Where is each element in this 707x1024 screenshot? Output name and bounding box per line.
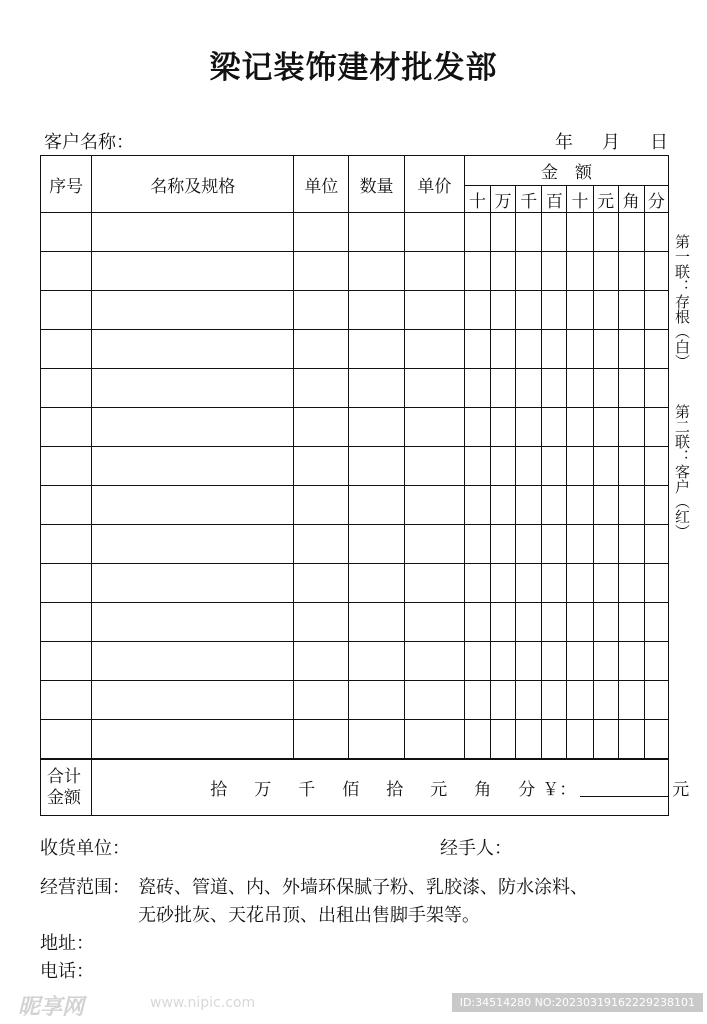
table-cell[interactable] bbox=[404, 603, 464, 642]
table-cell[interactable] bbox=[491, 213, 516, 252]
table-cell[interactable] bbox=[618, 213, 644, 252]
table-cell[interactable] bbox=[92, 720, 294, 760]
table-cell[interactable] bbox=[567, 252, 593, 291]
table-cell[interactable] bbox=[464, 213, 490, 252]
table-cell[interactable] bbox=[41, 564, 92, 603]
table-cell[interactable] bbox=[294, 330, 349, 369]
table-cell[interactable] bbox=[41, 408, 92, 447]
table-cell[interactable] bbox=[542, 447, 567, 486]
table-cell[interactable] bbox=[92, 447, 294, 486]
table-cell[interactable] bbox=[294, 213, 349, 252]
table-cell[interactable] bbox=[567, 720, 593, 760]
table-cell[interactable] bbox=[618, 447, 644, 486]
table-cell[interactable] bbox=[349, 642, 404, 681]
table-cell[interactable] bbox=[92, 486, 294, 525]
table-cell[interactable] bbox=[542, 564, 567, 603]
yen-label: ￥： bbox=[542, 780, 577, 800]
table-cell[interactable] bbox=[644, 486, 668, 525]
table-cell[interactable] bbox=[464, 642, 490, 681]
table-cell[interactable] bbox=[593, 603, 618, 642]
table-cell[interactable] bbox=[516, 525, 542, 564]
table-cell[interactable] bbox=[464, 681, 490, 720]
business-scope-label: 经营范围： bbox=[40, 877, 130, 898]
table-cell[interactable] bbox=[542, 681, 567, 720]
table-cell[interactable] bbox=[644, 603, 668, 642]
table-row bbox=[41, 408, 669, 447]
table-cell[interactable] bbox=[618, 603, 644, 642]
table-cell[interactable] bbox=[644, 252, 668, 291]
table-cell[interactable] bbox=[41, 642, 92, 681]
table-cell[interactable] bbox=[404, 447, 464, 486]
business-scope-line2: 无砂批灰、天花吊顶、出租出售脚手架等。 bbox=[138, 905, 480, 926]
phone-label: 电话： bbox=[40, 961, 94, 982]
total-amount-label bbox=[41, 759, 92, 816]
table-cell[interactable] bbox=[644, 213, 668, 252]
customer-name-label: 客户名称： bbox=[44, 132, 134, 153]
table-cell[interactable] bbox=[542, 408, 567, 447]
table-cell[interactable] bbox=[593, 291, 618, 330]
table-cell[interactable] bbox=[491, 564, 516, 603]
table-cell[interactable] bbox=[542, 603, 567, 642]
table-cell[interactable] bbox=[542, 720, 567, 760]
table-cell[interactable] bbox=[618, 720, 644, 760]
table-row bbox=[41, 447, 669, 486]
table-cell[interactable] bbox=[464, 408, 490, 447]
table-cell[interactable] bbox=[491, 291, 516, 330]
table-cell[interactable] bbox=[464, 252, 490, 291]
table-cell[interactable] bbox=[294, 642, 349, 681]
table-cell[interactable] bbox=[567, 681, 593, 720]
table-cell[interactable] bbox=[294, 486, 349, 525]
table-cell[interactable] bbox=[92, 603, 294, 642]
table-cell[interactable] bbox=[516, 642, 542, 681]
table-cell[interactable] bbox=[567, 564, 593, 603]
table-cell[interactable] bbox=[404, 330, 464, 369]
table-cell[interactable] bbox=[593, 525, 618, 564]
table-cell[interactable] bbox=[644, 447, 668, 486]
table-cell[interactable] bbox=[41, 369, 92, 408]
address-label: 地址： bbox=[40, 933, 94, 954]
table-cell[interactable] bbox=[464, 720, 490, 760]
table-cell[interactable] bbox=[349, 330, 404, 369]
unit-label: 拾 bbox=[386, 780, 404, 800]
table-cell[interactable] bbox=[542, 486, 567, 525]
table-cell[interactable] bbox=[618, 252, 644, 291]
table-cell[interactable] bbox=[593, 447, 618, 486]
table-cell[interactable] bbox=[567, 525, 593, 564]
table-cell[interactable] bbox=[542, 213, 567, 252]
unit-label: 佰 bbox=[342, 780, 360, 800]
table-cell[interactable] bbox=[491, 525, 516, 564]
table-cell[interactable] bbox=[516, 330, 542, 369]
table-row bbox=[41, 252, 669, 291]
table-cell[interactable] bbox=[41, 603, 92, 642]
table-cell[interactable] bbox=[294, 564, 349, 603]
table-cell[interactable] bbox=[464, 291, 490, 330]
table-cell[interactable] bbox=[349, 447, 404, 486]
digit-header: 百 bbox=[542, 186, 567, 213]
table-cell[interactable] bbox=[644, 369, 668, 408]
table-cell[interactable] bbox=[349, 720, 404, 760]
table-row bbox=[41, 603, 669, 642]
table-cell[interactable] bbox=[92, 681, 294, 720]
table-cell[interactable] bbox=[349, 525, 404, 564]
table-cell[interactable] bbox=[92, 525, 294, 564]
yuan-label: 元 bbox=[672, 780, 690, 800]
table-cell[interactable] bbox=[618, 681, 644, 720]
table-cell[interactable] bbox=[349, 681, 404, 720]
table-cell[interactable] bbox=[294, 603, 349, 642]
watermark-url: www.nipic.com bbox=[150, 995, 256, 1011]
table-cell[interactable] bbox=[404, 486, 464, 525]
total-label-line1: 合计 bbox=[47, 766, 81, 787]
table-cell[interactable] bbox=[567, 486, 593, 525]
table-cell[interactable] bbox=[593, 252, 618, 291]
amount-blank-line[interactable] bbox=[580, 784, 668, 797]
table-cell[interactable] bbox=[41, 486, 92, 525]
table-cell[interactable] bbox=[618, 525, 644, 564]
table-cell[interactable] bbox=[92, 564, 294, 603]
table-cell[interactable] bbox=[464, 447, 490, 486]
business-scope-line1: 瓷砖、管道、内、外墙环保腻子粉、乳胶漆、防水涂料、 bbox=[138, 877, 588, 898]
table-cell[interactable] bbox=[349, 564, 404, 603]
table-cell[interactable] bbox=[92, 642, 294, 681]
table-cell[interactable] bbox=[349, 369, 404, 408]
table-cell[interactable] bbox=[41, 525, 92, 564]
table-row bbox=[41, 486, 669, 525]
table-cell[interactable] bbox=[349, 408, 404, 447]
table-cell[interactable] bbox=[294, 681, 349, 720]
table-row bbox=[41, 642, 669, 681]
table-cell[interactable] bbox=[618, 291, 644, 330]
table-cell[interactable] bbox=[542, 291, 567, 330]
table-cell[interactable] bbox=[567, 213, 593, 252]
table-cell[interactable] bbox=[294, 720, 349, 760]
table-cell[interactable] bbox=[516, 291, 542, 330]
table-cell[interactable] bbox=[41, 291, 92, 330]
col-header-index: 序号 bbox=[41, 156, 92, 213]
table-cell[interactable] bbox=[593, 486, 618, 525]
table-cell[interactable] bbox=[404, 720, 464, 760]
table-cell[interactable] bbox=[644, 642, 668, 681]
receiver-label: 收货单位： bbox=[40, 838, 130, 859]
table-row bbox=[41, 720, 669, 760]
table-cell[interactable] bbox=[404, 213, 464, 252]
table-cell[interactable] bbox=[41, 720, 92, 760]
table-cell[interactable] bbox=[92, 252, 294, 291]
total-amount-units bbox=[92, 759, 690, 816]
table-cell[interactable] bbox=[404, 564, 464, 603]
table-row bbox=[41, 525, 669, 564]
table-cell[interactable] bbox=[644, 681, 668, 720]
table-cell[interactable] bbox=[516, 369, 542, 408]
table-cell[interactable] bbox=[593, 330, 618, 369]
copy2-side-label: 第二联：客户（红） bbox=[673, 404, 691, 539]
table-cell[interactable] bbox=[294, 252, 349, 291]
col-header-quantity: 数量 bbox=[349, 156, 404, 213]
table-cell[interactable] bbox=[491, 603, 516, 642]
table-cell[interactable] bbox=[92, 408, 294, 447]
table-cell[interactable] bbox=[593, 681, 618, 720]
table-cell[interactable] bbox=[464, 603, 490, 642]
table-cell[interactable] bbox=[404, 525, 464, 564]
table-cell[interactable] bbox=[567, 330, 593, 369]
table-cell[interactable] bbox=[349, 252, 404, 291]
table-cell[interactable] bbox=[491, 720, 516, 760]
table-cell[interactable] bbox=[294, 291, 349, 330]
table-row bbox=[41, 291, 669, 330]
digit-header: 千 bbox=[516, 186, 542, 213]
table-cell[interactable] bbox=[294, 408, 349, 447]
table-cell[interactable] bbox=[41, 252, 92, 291]
digit-header: 十 bbox=[464, 186, 490, 213]
table-row bbox=[41, 330, 669, 369]
digit-header: 元 bbox=[593, 186, 618, 213]
digit-header: 角 bbox=[618, 186, 644, 213]
table-row bbox=[41, 213, 669, 252]
table-cell[interactable] bbox=[567, 603, 593, 642]
table-cell[interactable] bbox=[491, 486, 516, 525]
table-cell[interactable] bbox=[491, 642, 516, 681]
table-cell[interactable] bbox=[491, 369, 516, 408]
table-cell[interactable] bbox=[491, 330, 516, 369]
table-cell[interactable] bbox=[491, 408, 516, 447]
table-cell[interactable] bbox=[516, 252, 542, 291]
table-row bbox=[41, 564, 669, 603]
table-cell[interactable] bbox=[491, 447, 516, 486]
table-cell[interactable] bbox=[516, 408, 542, 447]
table-cell[interactable] bbox=[491, 681, 516, 720]
table-cell[interactable] bbox=[593, 408, 618, 447]
table-cell[interactable] bbox=[618, 642, 644, 681]
table-cell[interactable] bbox=[404, 291, 464, 330]
table-cell[interactable] bbox=[349, 291, 404, 330]
table-cell[interactable] bbox=[349, 603, 404, 642]
table-cell[interactable] bbox=[542, 369, 567, 408]
table-cell[interactable] bbox=[92, 291, 294, 330]
table-cell[interactable] bbox=[567, 642, 593, 681]
table-cell[interactable] bbox=[618, 408, 644, 447]
table-cell[interactable] bbox=[349, 486, 404, 525]
table-cell[interactable] bbox=[618, 486, 644, 525]
table-cell[interactable] bbox=[567, 369, 593, 408]
table-cell[interactable] bbox=[464, 486, 490, 525]
table-cell[interactable] bbox=[294, 369, 349, 408]
table-cell[interactable] bbox=[464, 525, 490, 564]
table-cell[interactable] bbox=[593, 720, 618, 760]
table-cell[interactable] bbox=[404, 681, 464, 720]
table-cell[interactable] bbox=[41, 213, 92, 252]
handler-label: 经手人： bbox=[440, 838, 512, 859]
table-row bbox=[41, 681, 669, 720]
table-cell[interactable] bbox=[593, 564, 618, 603]
table-cell[interactable] bbox=[41, 681, 92, 720]
year-label: 年 bbox=[555, 132, 573, 153]
table-cell[interactable] bbox=[41, 447, 92, 486]
watermark-logo: 昵享网 bbox=[18, 995, 85, 1020]
day-label: 日 bbox=[650, 132, 668, 153]
table-cell[interactable] bbox=[618, 330, 644, 369]
table-cell[interactable] bbox=[516, 564, 542, 603]
table-cell[interactable] bbox=[92, 213, 294, 252]
table-cell[interactable] bbox=[516, 447, 542, 486]
table-cell[interactable] bbox=[644, 525, 668, 564]
table-cell[interactable] bbox=[567, 291, 593, 330]
table-cell[interactable] bbox=[516, 720, 542, 760]
col-header-unit-price: 单价 bbox=[404, 156, 464, 213]
unit-label: 千 bbox=[298, 780, 316, 800]
table-row bbox=[41, 369, 669, 408]
table-cell[interactable] bbox=[542, 252, 567, 291]
col-header-name-spec: 名称及规格 bbox=[92, 156, 294, 213]
table-cell[interactable] bbox=[464, 330, 490, 369]
table-cell[interactable] bbox=[294, 447, 349, 486]
digit-header: 十 bbox=[567, 186, 593, 213]
table-cell[interactable] bbox=[644, 291, 668, 330]
table-cell[interactable] bbox=[644, 330, 668, 369]
month-label: 月 bbox=[602, 132, 620, 153]
table-cell[interactable] bbox=[542, 642, 567, 681]
table-cell[interactable] bbox=[593, 642, 618, 681]
col-header-unit: 单位 bbox=[294, 156, 349, 213]
table-cell[interactable] bbox=[644, 408, 668, 447]
unit-label: 分 bbox=[518, 780, 536, 800]
table-cell[interactable] bbox=[644, 564, 668, 603]
page-title: 梁记装饰建材批发部 bbox=[209, 50, 498, 86]
table-cell[interactable] bbox=[92, 330, 294, 369]
total-label-line2: 金额 bbox=[47, 787, 81, 808]
unit-label: 元 bbox=[430, 780, 448, 800]
table-cell[interactable] bbox=[464, 564, 490, 603]
watermark-id: ID:34514280 NO:20230319162229238101 bbox=[452, 993, 703, 1012]
table-cell[interactable] bbox=[618, 564, 644, 603]
table-cell[interactable] bbox=[593, 369, 618, 408]
digit-header: 万 bbox=[491, 186, 516, 213]
table-cell[interactable] bbox=[491, 252, 516, 291]
table-cell[interactable] bbox=[516, 486, 542, 525]
table-cell[interactable] bbox=[41, 330, 92, 369]
table-cell[interactable] bbox=[542, 525, 567, 564]
unit-label: 万 bbox=[254, 780, 272, 800]
table-cell[interactable] bbox=[516, 681, 542, 720]
table-cell[interactable] bbox=[593, 213, 618, 252]
table-cell[interactable] bbox=[567, 408, 593, 447]
col-header-amount: 金 额 bbox=[464, 156, 668, 186]
table-cell[interactable] bbox=[567, 447, 593, 486]
table-cell[interactable] bbox=[516, 213, 542, 252]
table-cell[interactable] bbox=[542, 330, 567, 369]
table-cell[interactable] bbox=[404, 369, 464, 408]
table-cell[interactable] bbox=[644, 720, 668, 760]
table-cell[interactable] bbox=[404, 408, 464, 447]
table-cell[interactable] bbox=[618, 369, 644, 408]
copy1-side-label: 第一联：存根（白） bbox=[673, 234, 691, 369]
unit-label: 角 bbox=[474, 780, 492, 800]
table-cell[interactable] bbox=[349, 213, 404, 252]
table-cell[interactable] bbox=[92, 369, 294, 408]
table-cell[interactable] bbox=[404, 642, 464, 681]
table-cell[interactable] bbox=[294, 525, 349, 564]
unit-label: 拾 bbox=[210, 780, 228, 800]
table-cell[interactable] bbox=[464, 369, 490, 408]
table-cell[interactable] bbox=[516, 603, 542, 642]
digit-header: 分 bbox=[644, 186, 668, 213]
table-cell[interactable] bbox=[404, 252, 464, 291]
